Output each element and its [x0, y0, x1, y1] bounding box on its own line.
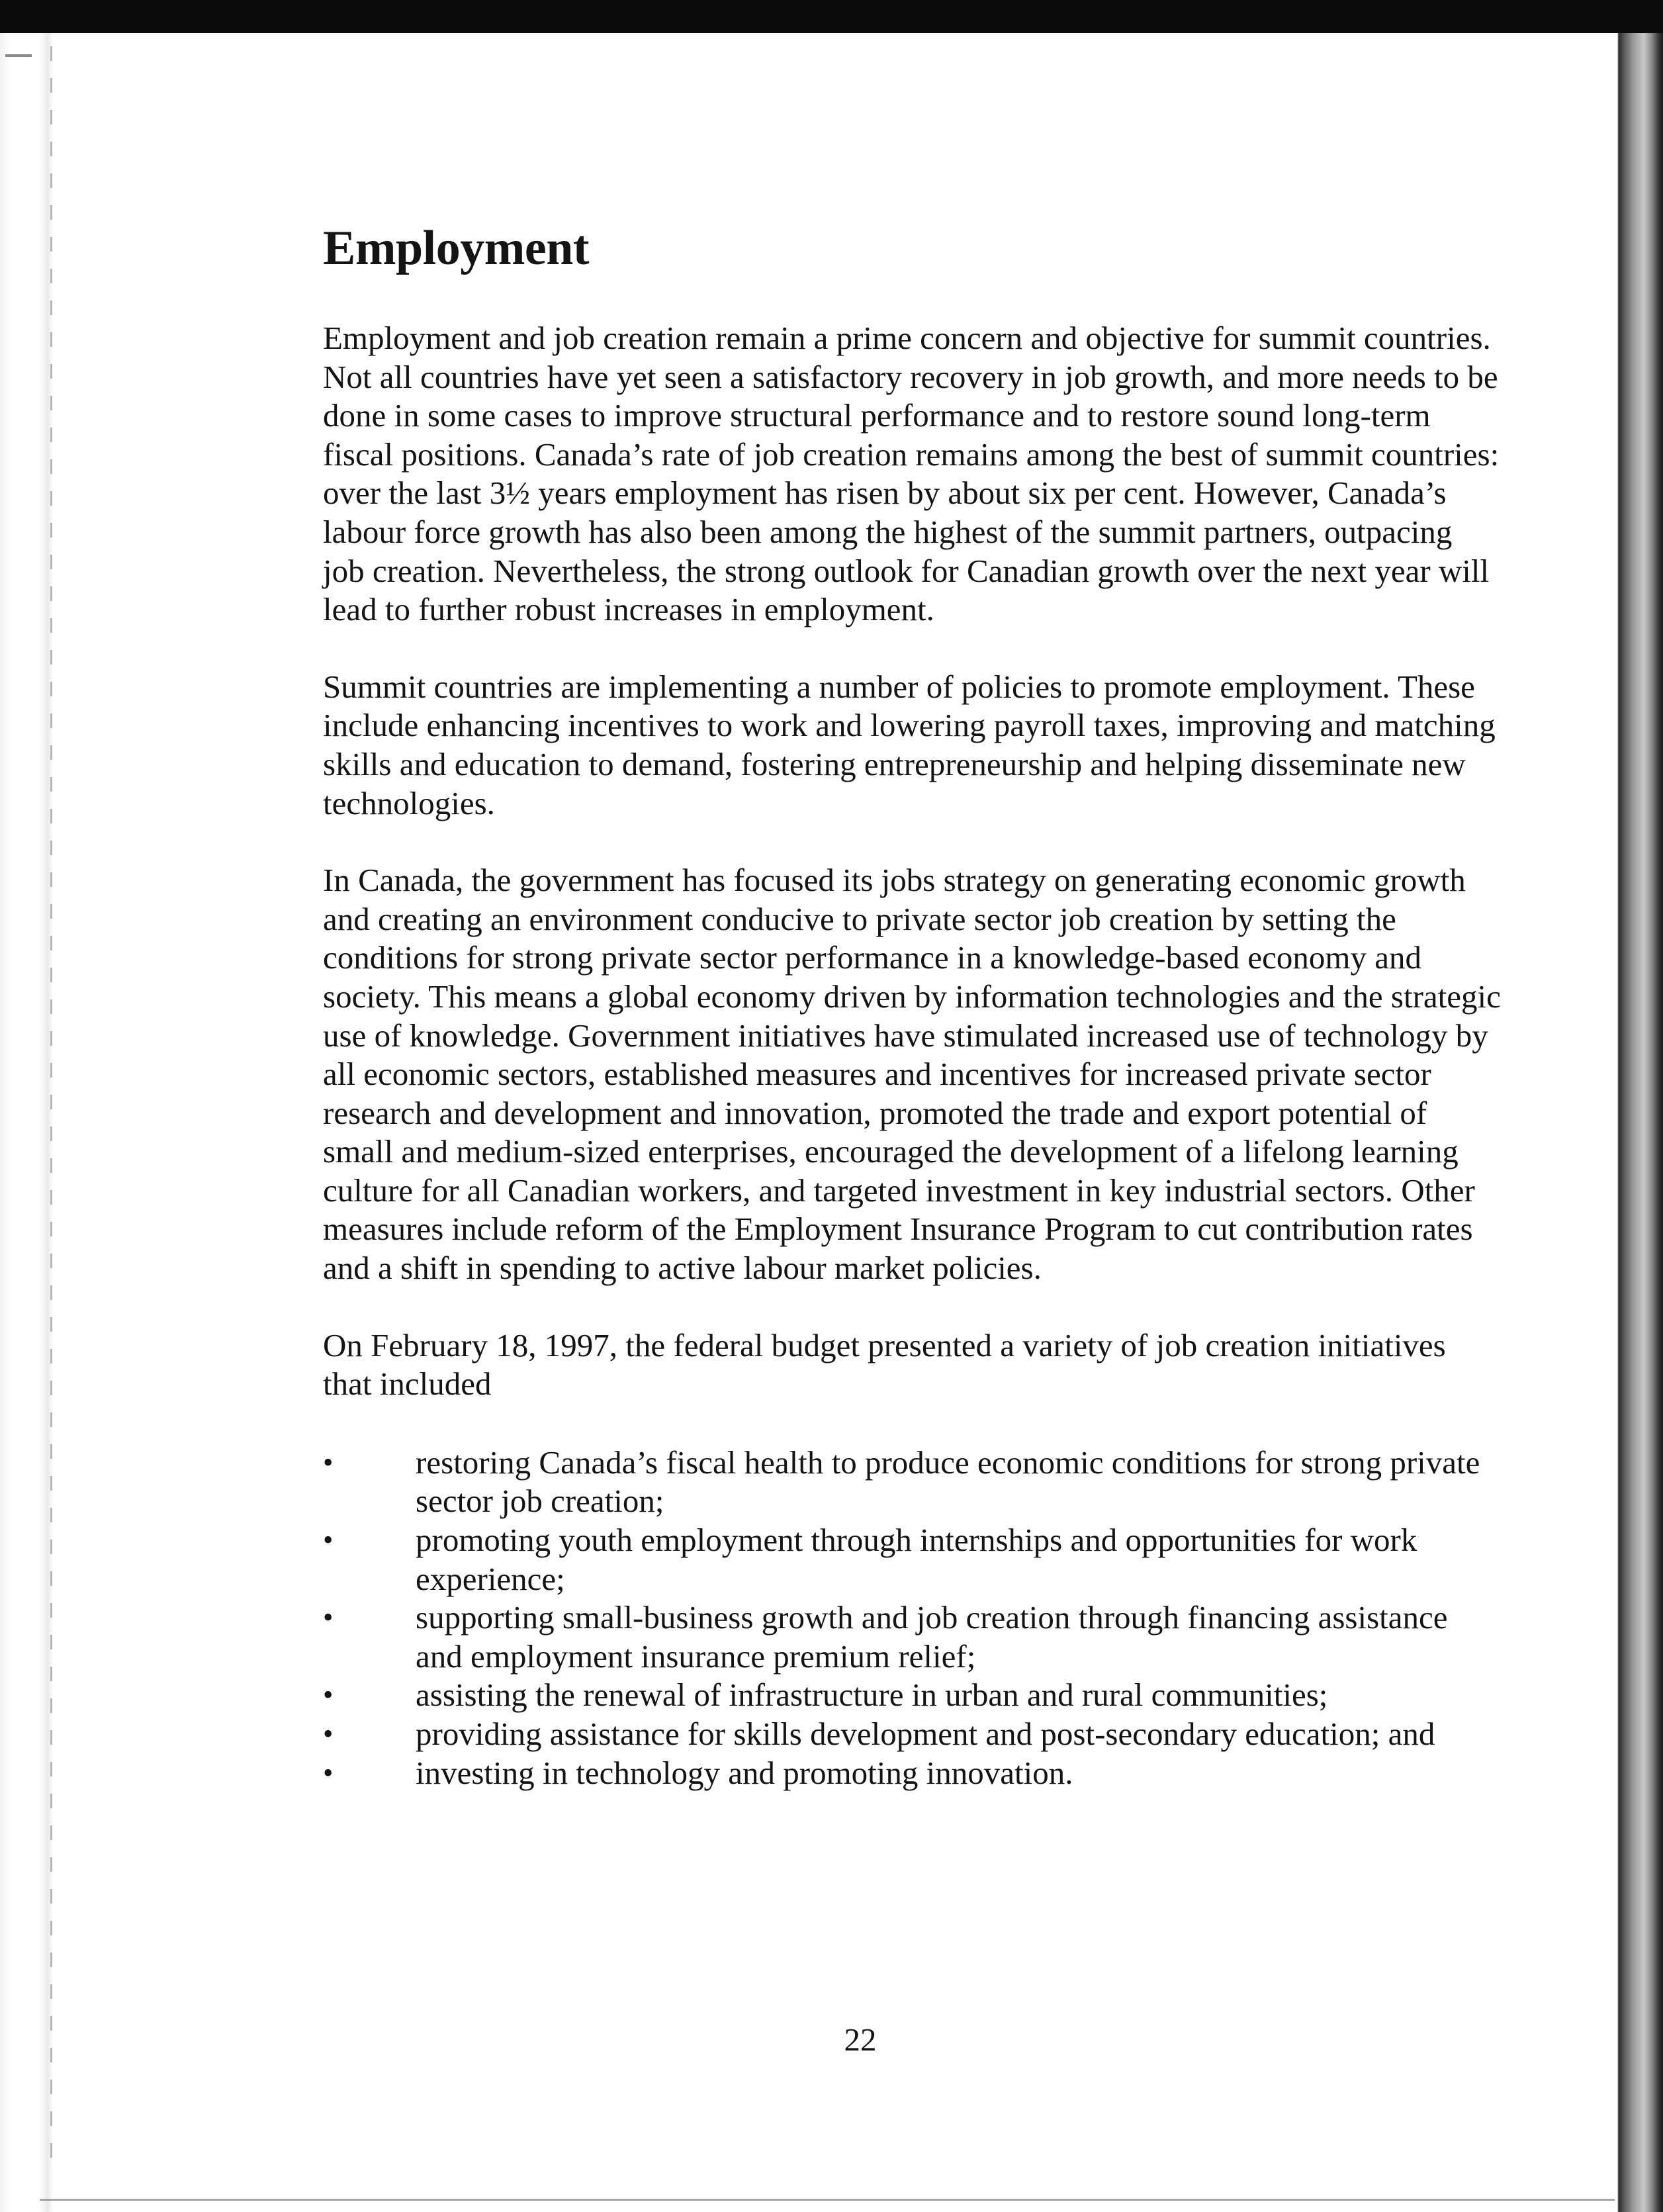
page-title: Employment — [323, 221, 589, 275]
list-item-text: investing in technology and promoting innovation. — [416, 1754, 1073, 1791]
bullet-icon: • — [323, 1756, 334, 1789]
bullet-icon: • — [323, 1446, 334, 1479]
scan-left-rule — [50, 46, 52, 2164]
bullet-icon: • — [323, 1718, 334, 1750]
document-page — [323, 218, 1501, 1792]
job-creation-initiatives-list — [323, 1444, 1501, 1792]
page-number: 22 — [844, 2021, 877, 2058]
paragraph-canada-jobs-strategy: In Canada, the government has focused its jobs strategy on generating economic growth and creating an environment conducive to private sector job creation by setting the conditions for strong private sector performance in a knowledge-based economy and society. This means a global economy driven by information technologies and the strategic use of knowledge. Government initiatives have stimulated increased use of technology by all economic sectors, established measures and incentives for increased private sector research and development and innovation, promoted the trade and export potential of small and medium-sized enterprises, encouraged the development of a lifelong learning culture for all Canadian workers, and targeted investment in key industrial sectors. Other measures include reform of the Employment Insurance Program to cut contribution rates and a shift in spending to active labour market policies. — [323, 862, 1501, 1287]
list-item — [323, 1444, 1501, 1521]
list-item — [323, 1754, 1501, 1793]
list-item — [323, 1598, 1501, 1676]
paragraph-employment-overview: Employment and job creation remain a prime concern and objective for summit countries. Not all countries have yet seen a satisfactory recovery in job growth, and more needs to be done in some cases to improve structural performance and to restore sound long-term fiscal positions. Canada’s rate of job creation remains among the best of summit countries: over the last 3½ years employment has risen by about six per cent. However, Canada’s labour force growth has also been among the highest of the summit partners, outpacing job creation. Nevertheless, the strong outlook for Canadian growth over the next year will lead to further robust increases in employment. — [323, 320, 1500, 628]
list-item — [323, 1676, 1501, 1715]
bullet-icon: • — [323, 1524, 334, 1557]
scan-corner-mark — [5, 54, 32, 57]
paragraph-federal-budget-intro: On February 18, 1997, the federal budget presented a variety of job creation initiatives that included — [323, 1326, 1446, 1403]
list-item-text: supporting small-business growth and job creation through financing assistance and employment insurance premium relief; — [416, 1599, 1448, 1675]
list-item-text: assisting the renewal of infrastructure in urban and rural communities; — [416, 1677, 1328, 1714]
bullet-icon: • — [323, 1601, 334, 1634]
bullet-icon: • — [323, 1679, 334, 1712]
list-item — [323, 1521, 1501, 1598]
list-item-text: restoring Canada’s fiscal health to produce economic conditions for strong private sector job creation; — [416, 1444, 1480, 1520]
scan-top-border — [0, 0, 1663, 33]
list-item-text: providing assistance for skills development and post-secondary education; and — [416, 1716, 1435, 1752]
list-item-text: promoting youth employment through internships and opportunities for work experience; — [416, 1522, 1417, 1597]
scan-bottom-rule — [40, 2199, 1615, 2201]
paragraph-summit-policies: Summit countries are implementing a number of policies to promote employment. These include enhancing incentives to work and lowering payroll taxes, improving and matching skills and education to demand, fostering entrepreneurship and helping disseminate new technologies. — [323, 668, 1496, 821]
scan-right-binding-edge — [1613, 33, 1663, 2212]
list-item — [323, 1715, 1501, 1754]
